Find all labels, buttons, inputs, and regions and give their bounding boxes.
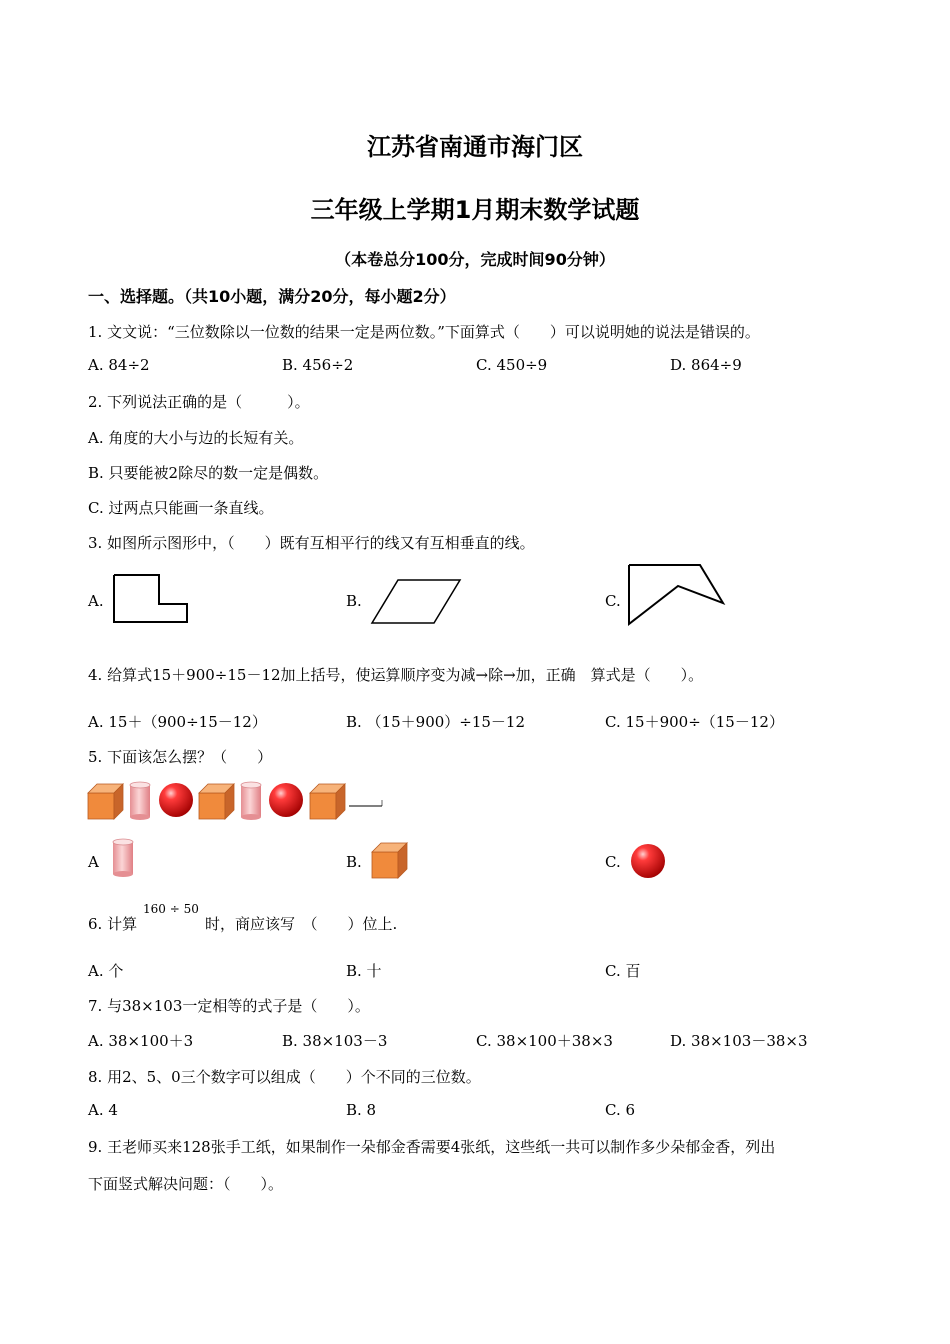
question-1-option-c[interactable]: C. 450÷9 bbox=[476, 356, 548, 374]
question-5-option-b[interactable]: B. bbox=[346, 853, 362, 871]
question-8-option-a[interactable]: A. 4 bbox=[88, 1101, 118, 1119]
pattern-sequence bbox=[88, 778, 388, 820]
section-heading: 一、选择题。（共10小题，满分20分，每小题2分） bbox=[88, 287, 456, 306]
question-3-option-b[interactable]: B. bbox=[346, 592, 362, 610]
question-7-option-a[interactable]: A. 38×100＋3 bbox=[88, 1032, 194, 1050]
question-1-option-a[interactable]: A. 84÷2 bbox=[88, 356, 150, 374]
question-6-stem-suffix: 时，商应该写 （ ）位上. bbox=[205, 915, 398, 933]
question-4-option-a[interactable]: A. 15＋（900÷15－12） bbox=[88, 713, 267, 731]
irregular-shape-figure bbox=[626, 563, 726, 627]
question-5-stem: 5. 下面该怎么摆？（ ） bbox=[88, 748, 273, 766]
question-1-option-b[interactable]: B. 456÷2 bbox=[282, 356, 354, 374]
cylinder-icon bbox=[130, 782, 150, 820]
question-7-stem: 7. 与38×103一定相等的式子是（ ）。 bbox=[88, 997, 370, 1015]
sphere-icon bbox=[159, 783, 193, 817]
cube-icon bbox=[88, 784, 123, 819]
question-2-option-c[interactable]: C. 过两点只能画一条直线。 bbox=[88, 499, 274, 517]
cylinder-icon bbox=[241, 782, 261, 820]
question-6-option-c[interactable]: C. 百 bbox=[605, 962, 641, 980]
question-5-option-c[interactable]: C. bbox=[605, 853, 621, 871]
question-6-expression: 160 ÷ 50 bbox=[143, 902, 199, 916]
page-subtitle: （本卷总分100分，完成时间90分钟） bbox=[335, 250, 615, 269]
question-4-option-b[interactable]: B. （15＋900）÷15－12 bbox=[346, 713, 526, 731]
question-1-stem: 1. 文文说：“三位数除以一位数的结果一定是两位数。”下面算式（ ）可以说明她的说法是错误的。 bbox=[88, 323, 760, 341]
question-7-option-b[interactable]: B. 38×103－3 bbox=[282, 1032, 388, 1050]
cylinder-option-icon bbox=[112, 838, 136, 880]
question-3-option-a[interactable]: A. bbox=[88, 592, 104, 610]
question-6-option-a[interactable]: A. 个 bbox=[88, 962, 124, 980]
parallelogram-figure bbox=[370, 578, 465, 626]
question-2-option-a[interactable]: A. 角度的大小与边的长短有关。 bbox=[88, 429, 304, 447]
question-3-stem: 3. 如图所示图形中，（ ）既有互相平行的线又有互相垂直的线。 bbox=[88, 534, 535, 552]
question-5-option-a[interactable]: A bbox=[88, 853, 99, 871]
page-title-line2: 三年级上学期1月期末数学试题 bbox=[310, 196, 640, 224]
l-shape-figure bbox=[112, 574, 192, 626]
question-3-option-c[interactable]: C. bbox=[605, 592, 621, 610]
sphere-option-icon bbox=[630, 843, 668, 881]
question-8-option-b[interactable]: B. 8 bbox=[346, 1101, 377, 1119]
question-7-option-c[interactable]: C. 38×100＋38×3 bbox=[476, 1032, 613, 1050]
question-6-stem-prefix: 6. 计算 bbox=[88, 915, 138, 933]
page-title-line1: 江苏省南通市海门区 bbox=[367, 133, 583, 161]
cube-option-icon bbox=[372, 842, 412, 882]
question-9-stem-line2: 下面竖式解决问题：（ ）。 bbox=[88, 1175, 284, 1193]
question-4-stem: 4. 给算式15＋900÷15－12加上括号，使运算顺序变为减→除→加，正确 算式是（ ）。 bbox=[88, 666, 704, 684]
question-8-option-c[interactable]: C. 6 bbox=[605, 1101, 636, 1119]
question-2-stem: 2. 下列说法正确的是（ ）。 bbox=[88, 393, 310, 411]
cube-icon bbox=[199, 784, 234, 819]
question-7-option-d[interactable]: D. 38×103－38×3 bbox=[670, 1032, 808, 1050]
question-8-stem: 8. 用2、5、0三个数字可以组成（ ）个不同的三位数。 bbox=[88, 1068, 481, 1086]
question-1-option-d[interactable]: D. 864÷9 bbox=[670, 356, 742, 374]
sphere-icon bbox=[269, 783, 303, 817]
question-2-option-b[interactable]: B. 只要能被2除尽的数一定是偶数。 bbox=[88, 464, 329, 482]
question-9-stem-line1: 9. 王老师买来128张手工纸，如果制作一朵郁金香需要4张纸，这些纸一共可以制作多少朵郁金香，列出 bbox=[88, 1138, 776, 1156]
question-6-option-b[interactable]: B. 十 bbox=[346, 962, 382, 980]
cube-icon bbox=[310, 784, 345, 819]
question-4-option-c[interactable]: C. 15＋900÷（15－12） bbox=[605, 713, 784, 731]
